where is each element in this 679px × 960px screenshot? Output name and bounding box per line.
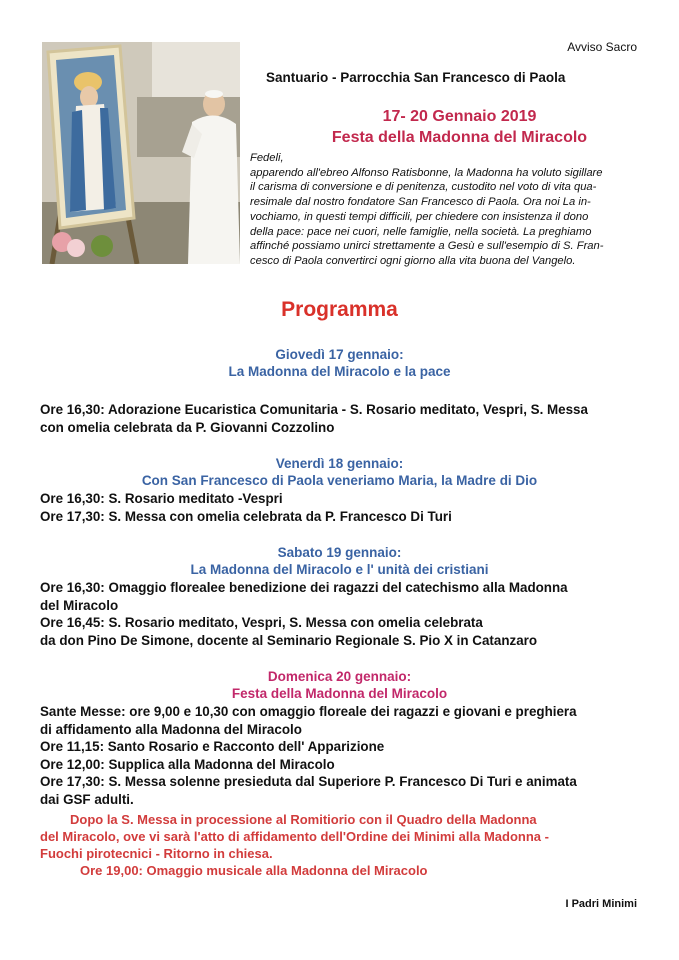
event-festa: Festa della Madonna del Miracolo xyxy=(331,129,588,146)
saturday-schedule xyxy=(40,579,645,649)
saturday-heading xyxy=(0,544,679,578)
friday-heading xyxy=(0,455,679,489)
parish-name: Santuario - Parrocchia San Francesco di Paola xyxy=(266,70,566,85)
event-title xyxy=(240,106,679,148)
schedule-line: Ore 11,15: Santo Rosario e Racconto dell' Apparizione xyxy=(40,739,385,755)
program-title: Programma xyxy=(281,298,398,321)
intro-line: della pace: pace nei cuori, nelle famiglie, nella società. La preghiamo xyxy=(250,225,592,238)
intro-line: affinché possiamo unirci strettamente a Gesù e sull'esempio di S. Fran- xyxy=(250,240,604,253)
thursday-theme: La Madonna del Miracolo e la pace xyxy=(228,364,451,379)
schedule-line: dai GSF adulti. xyxy=(40,791,134,807)
friday-day: Venerdì 18 gennaio: xyxy=(275,456,404,471)
procession-line: Dopo la S. Messa in processione al Romitiorio con il Quadro della Madonna xyxy=(70,812,537,827)
procession-line: Fuochi pirotecnici - Ritorno in chiesa. xyxy=(40,846,273,861)
intro-text xyxy=(250,151,642,269)
procession-line: del Miracolo, ove vi sarà l'atto di affidamento dell'Ordine dei Minimi alla Madonna - xyxy=(40,829,549,844)
thursday-schedule xyxy=(40,401,645,436)
signature: I Padri Minimi xyxy=(565,898,637,910)
intro-line: resimale dal nostro fondatore San Francesco di Paola. Ora noi La in- xyxy=(250,196,591,209)
schedule-line: di affidamento alla Madonna del Miracolo xyxy=(40,721,302,737)
intro-line: apparendo all'ebreo Alfonso Ratisbonne, la Madonna ha voluto sigillare xyxy=(250,166,603,179)
notice-label: Avviso Sacro xyxy=(567,40,637,54)
madonna-painting-illustration xyxy=(42,42,240,264)
procession-notice xyxy=(40,811,645,879)
schedule-line: Ore 17,30: S. Messa solenne presieduta dal Superiore P. Francesco Di Turi e animata xyxy=(40,774,577,790)
schedule-line: Ore 12,00: Supplica alla Madonna del Miracolo xyxy=(40,756,335,772)
schedule-line: Sante Messe: ore 9,00 e 10,30 con omaggio floreale dei ragazzi e giovani e preghiera xyxy=(40,704,577,719)
header-photo xyxy=(42,42,240,264)
friday-schedule xyxy=(40,490,645,525)
event-dates: 17- 20 Gennaio 2019 xyxy=(382,108,537,125)
schedule-line: da don Pino De Simone, docente al Seminario Regionale S. Pio X in Catanzaro xyxy=(40,632,538,648)
concert-line: Ore 19,00: Omaggio musicale alla Madonna del Miracolo xyxy=(80,863,428,878)
schedule-line: con omelia celebrata da P. Giovanni Cozzolino xyxy=(40,419,335,435)
schedule-line: del Miracolo xyxy=(40,597,119,613)
sunday-schedule xyxy=(40,703,645,809)
intro-line: il carisma di conversione e di penitenza, custodito nel voto di vita qua- xyxy=(250,181,597,194)
sunday-heading xyxy=(0,668,679,702)
schedule-line: Ore 16,30: Adorazione Eucaristica Comunitaria - S. Rosario meditato, Vespri, S. Messa xyxy=(40,402,588,417)
intro-line: Fedeli, xyxy=(250,152,284,164)
sunday-day: Domenica 20 gennaio: xyxy=(267,669,412,684)
schedule-line: Ore 16,45: S. Rosario meditato, Vespri, S. Messa con omelia celebrata xyxy=(40,615,483,631)
saturday-day: Sabato 19 gennaio: xyxy=(277,545,402,560)
sunday-theme: Festa della Madonna del Miracolo xyxy=(231,686,448,701)
friday-theme: Con San Francesco di Paola veneriamo Maria, la Madre di Dio xyxy=(141,473,538,488)
intro-line: vochiamo, in questi tempi difficili, per chiedere con insistenza il dono xyxy=(250,210,589,223)
schedule-line: Ore 17,30: S. Messa con omelia celebrata da P. Francesco Di Turi xyxy=(40,508,452,524)
schedule-line: Ore 16,30: Omaggio florealee benedizione dei ragazzi del catechismo alla Madonna xyxy=(40,580,568,595)
schedule-line: Ore 16,30: S. Rosario meditato -Vespri xyxy=(40,491,283,506)
intro-line: cesco di Paola convertirci ogni giorno alla vita buona del Vangelo. xyxy=(250,254,576,267)
thursday-day: Giovedì 17 gennaio: xyxy=(275,347,404,362)
thursday-heading xyxy=(0,346,679,380)
saturday-theme: La Madonna del Miracolo e l' unità dei cristiani xyxy=(190,562,489,577)
